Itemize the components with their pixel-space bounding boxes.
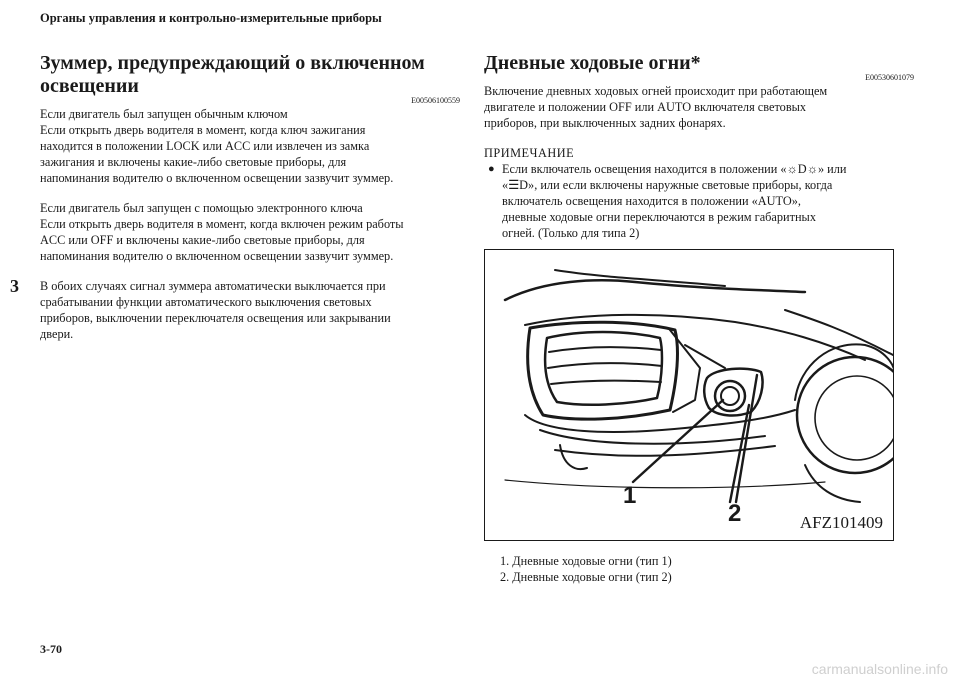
buzzer-heading: Зуммер, предупреждающий о включенном освещении — [40, 52, 425, 97]
drl-paragraph: Включение дневных ходовых огней происходит при работающем двигателе и положении OFF или AUTO включателя световых приборов, при выключенных задних фонарях. — [484, 84, 828, 130]
buzzer-section-code: E00506100559 — [411, 96, 460, 105]
callout-2: 2 — [728, 500, 742, 527]
note-text: Если включатель освещения находится в положении «☼D☼» или «☰D», или если включены наружные световые приборы, когда включатель освещения находится в положении «AUTO», дневные ходовые огни переключаются в режим габаритных огней. (Только для типа 2) — [502, 162, 847, 240]
right-column — [484, 52, 914, 241]
buzzer-paragraph-3: В обоих случаях сигнал зуммера автоматически выключается при срабатывании функции автоматического выключения световых приборов, выключении переключателя освещения или закрывании двери. — [40, 279, 391, 341]
chapter-tab: 3 — [10, 276, 19, 296]
caption-2: 2. Дневные ходовые огни (тип 2) — [500, 570, 672, 584]
callout-1: 1 — [623, 482, 637, 509]
watermark: carmanualsonline.info — [811, 661, 948, 677]
page-header: Органы управления и контрольно-измерительные приборы — [40, 11, 382, 25]
note-title: ПРИМЕЧАНИЕ — [484, 146, 575, 160]
caption-1: 1. Дневные ходовые огни (тип 1) — [500, 554, 672, 568]
drl-illustration — [484, 249, 894, 541]
figure-captions — [500, 553, 672, 585]
left-column — [40, 52, 460, 342]
page-number: 3-70 — [40, 642, 62, 656]
note-item — [488, 161, 914, 241]
bullet-icon: ● — [488, 163, 495, 175]
drl-heading: Дневные ходовые огни* — [484, 52, 701, 74]
car-front-drawing — [485, 250, 894, 541]
buzzer-paragraph-2: Если двигатель был запущен с помощью электронного ключа Если открыть дверь водителя в момент, когда включен режим работы ACC или OFF и включены какие-либо световые приборы, для напоминания водителю о включенном освещении зазвучит зуммер. — [40, 201, 404, 263]
drl-section-code: E00530601079 — [865, 73, 914, 82]
figure-code: AFZ101409 — [799, 513, 883, 532]
buzzer-paragraph-1: Если двигатель был запущен обычным ключом Если открыть дверь водителя в момент, когда ключ зажигания находится в положении LOCK или ACC или извлечен из замка зажигания и включены какие-либо световые приборы, для напоминания водителю о включенном освещении зазвучит зуммер. — [40, 107, 394, 185]
